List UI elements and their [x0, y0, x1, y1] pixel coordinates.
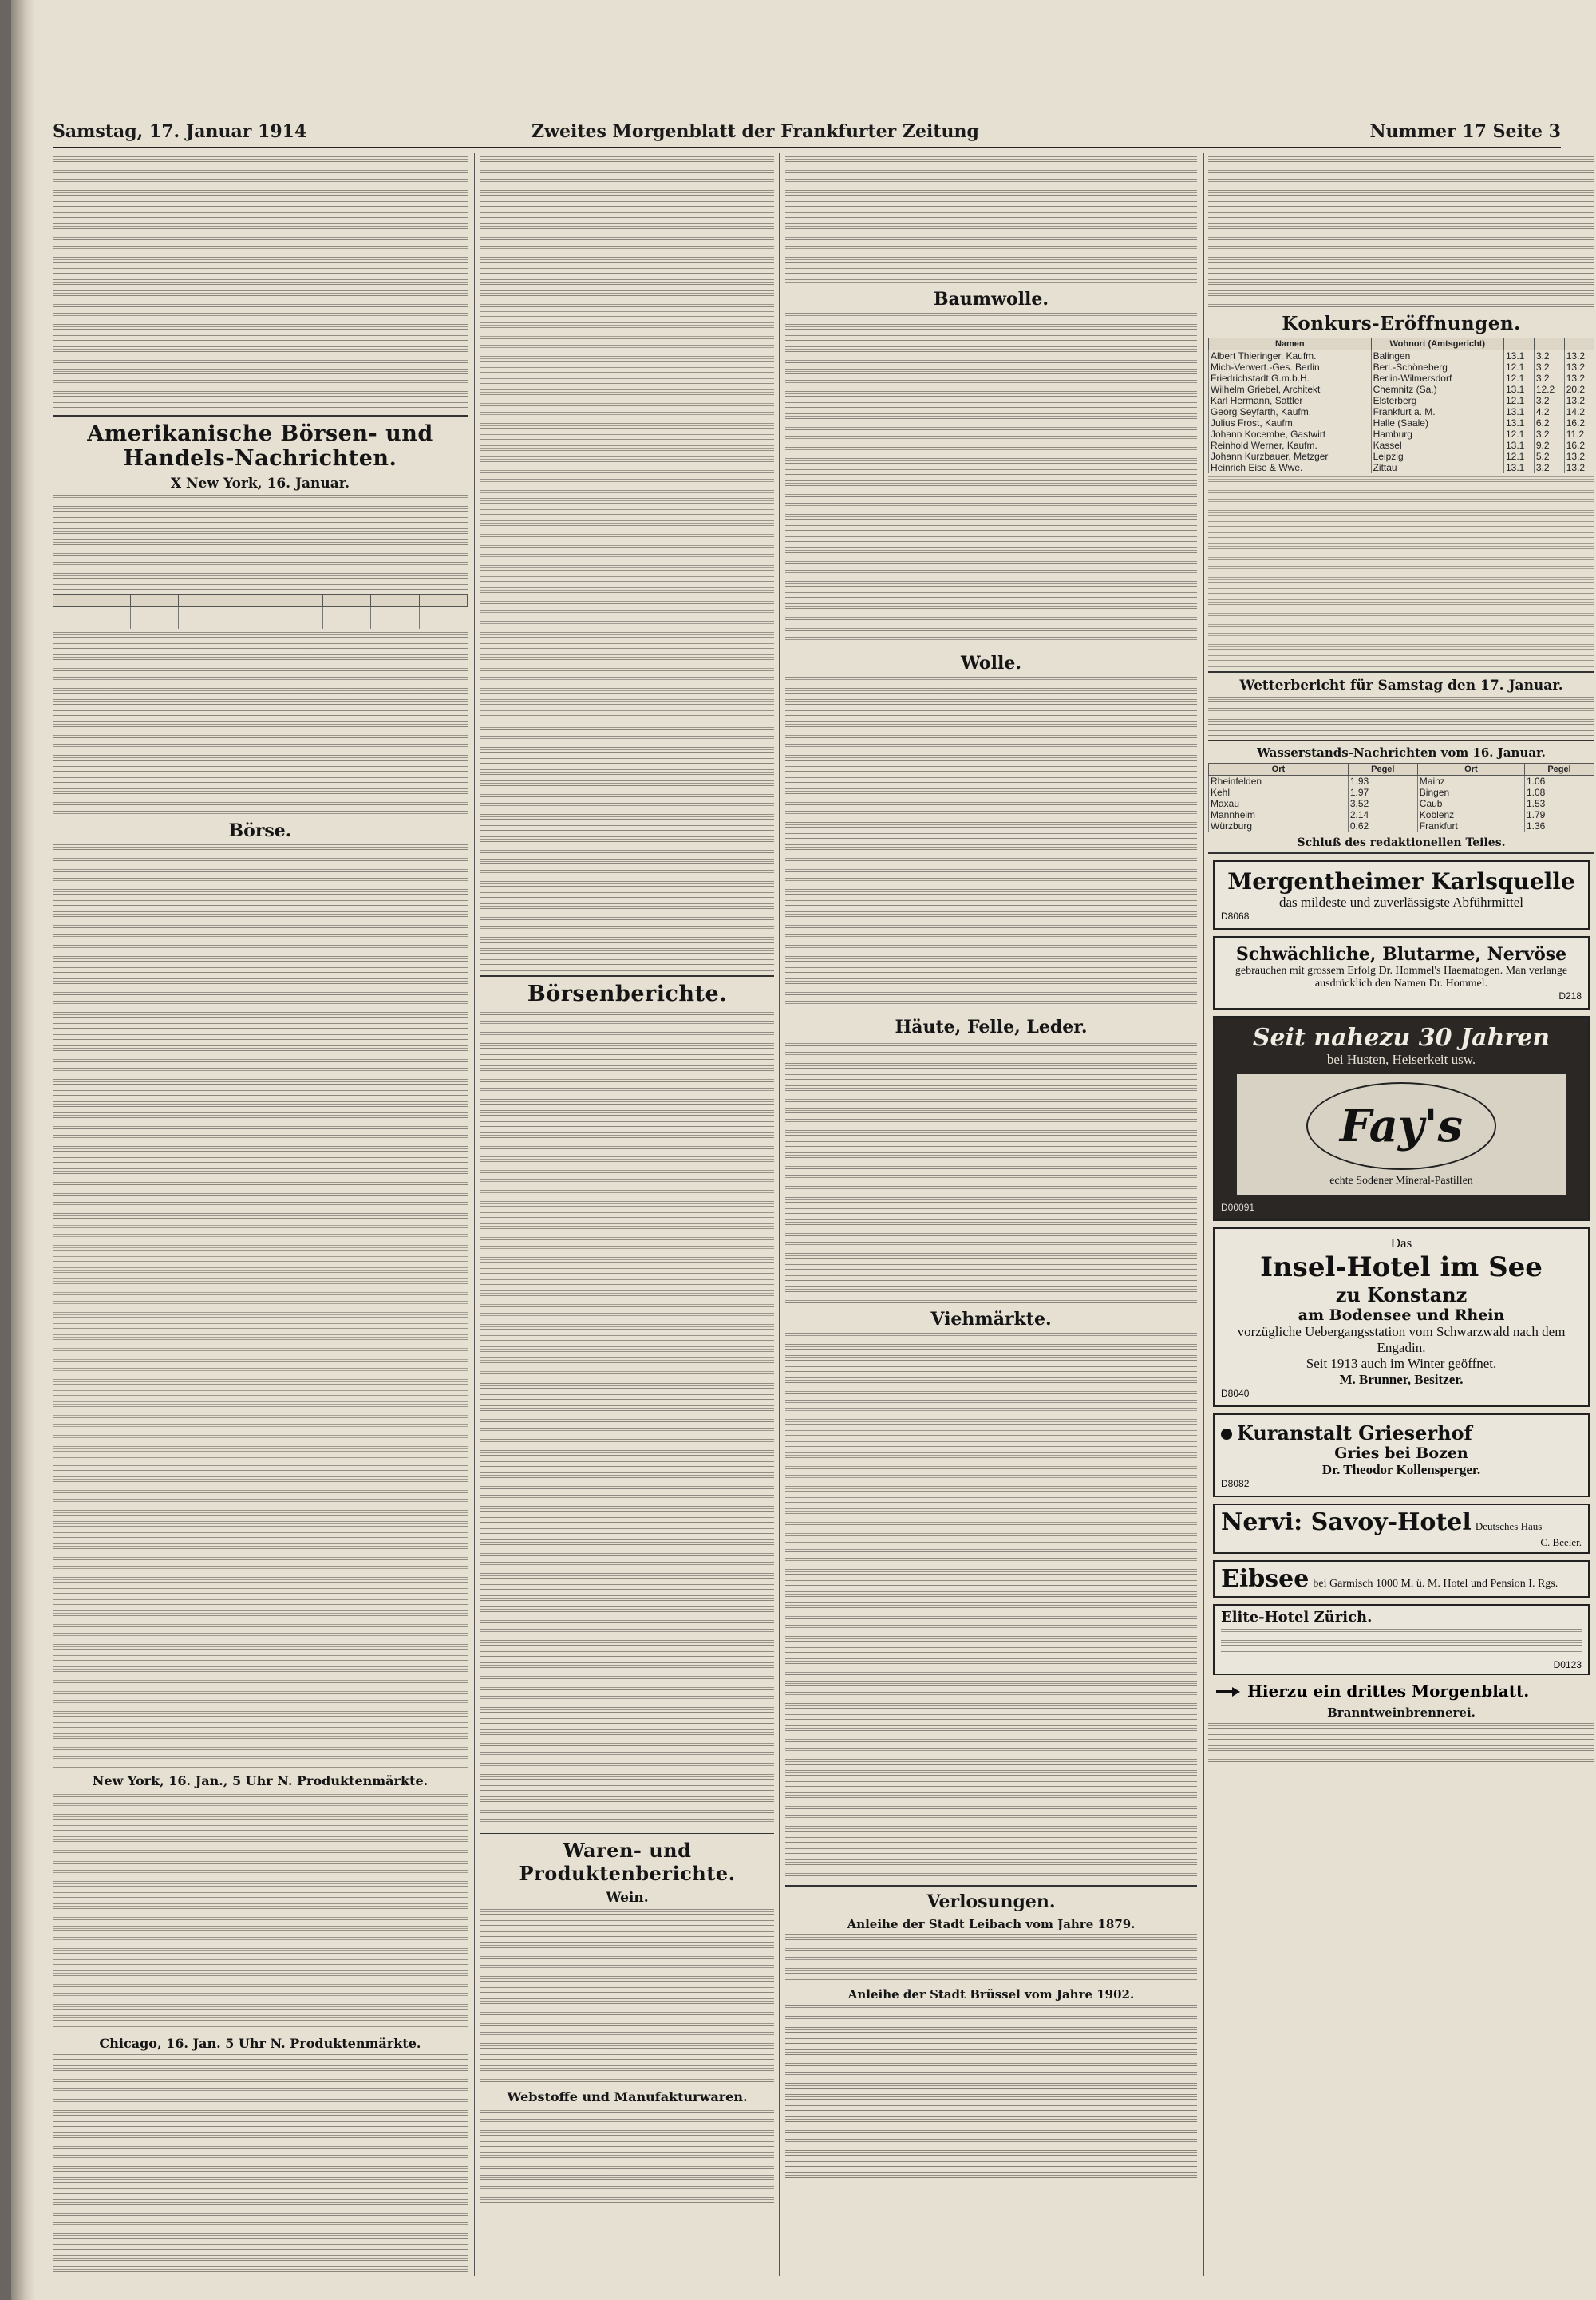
hand-pointer-icon: [1215, 1685, 1242, 1699]
konkurs-cell: 13.2: [1564, 350, 1594, 362]
ad-schwaechliche: [1213, 936, 1590, 1010]
konkurs-col-header: Wohnort (Amtsgericht): [1371, 338, 1503, 350]
konkurs-row: [1209, 395, 1594, 406]
article-text-block: [785, 1934, 1197, 1982]
section-title-american: Amerikanische Börsen- und Handels-Nachrichten.: [87, 421, 433, 471]
livestock-table: [785, 1408, 1197, 1543]
stock-price-table: [53, 1465, 468, 1768]
konkurs-cell: Johann Kocembe, Gastwirt: [1209, 429, 1372, 440]
section-title-konkurs: Konkurs-Eröffnungen.: [1282, 313, 1521, 334]
wasserstand-row: [1209, 798, 1594, 809]
ad-fays-product: echte Sodener Mineral-Pastillen: [1329, 1174, 1473, 1187]
section-title-boersenberichte: Börsenberichte.: [527, 981, 728, 1006]
konkurs-cell: Balingen: [1371, 350, 1503, 362]
konkurs-row: [1209, 384, 1594, 395]
column-4: [1208, 153, 1594, 2276]
wasserstand-col-header: Pegel: [1525, 764, 1594, 776]
konkurs-cell: 9.2: [1534, 440, 1564, 451]
article-text-block: [53, 2054, 468, 2276]
konkurs-table: [1208, 338, 1594, 473]
konkurs-cell: Johann Kurzbauer, Metzger: [1209, 451, 1372, 462]
konkurs-cell: 13.2: [1564, 462, 1594, 473]
wasserstand-cell: 1.08: [1525, 787, 1594, 798]
ad-code: D8068: [1221, 910, 1250, 922]
wasserstand-cell: Maxau: [1209, 798, 1349, 809]
column-1: [53, 153, 468, 2276]
konkurs-col-header: [1564, 338, 1594, 350]
page-header: [53, 120, 1561, 148]
article-text-block: [53, 844, 468, 1219]
article-text-block: [785, 313, 1197, 648]
wasserstand-cell: 1.79: [1525, 809, 1594, 820]
wasserstand-cell: 1.06: [1525, 776, 1594, 788]
column-rule: [474, 153, 475, 2276]
ad-insel-hotel: [1213, 1227, 1590, 1407]
konkurs-table-continued: [1208, 476, 1594, 668]
wasserstand-cell: 0.62: [1348, 820, 1417, 832]
konkurs-cell: 3.2: [1534, 362, 1564, 373]
konkurs-cell: 3.2: [1534, 429, 1564, 440]
article-text-block: [480, 1909, 774, 2085]
konkurs-cell: 14.2: [1564, 406, 1594, 417]
ad-fays: [1213, 1016, 1590, 1221]
konkurs-row: [1209, 429, 1594, 440]
wasserstand-cell: Würzburg: [1209, 820, 1349, 832]
konkurs-cell: 13.1: [1504, 406, 1535, 417]
konkurs-cell: Julius Frost, Kaufm.: [1209, 417, 1372, 429]
stock-price-table: [53, 1223, 468, 1462]
article-text-block: [785, 1547, 1197, 1882]
section-title-haeute: Häute, Felle, Leder.: [895, 1017, 1088, 1037]
ad-insel-title: Insel-Hotel im See: [1260, 1251, 1543, 1283]
article-text-block: [53, 156, 468, 412]
wasserstand-cell: Mainz: [1417, 776, 1524, 788]
section-title-viehmaerkte: Viehmärkte.: [930, 1309, 1052, 1330]
konkurs-cell: Reinhold Werner, Kaufm.: [1209, 440, 1372, 451]
section-title-waren: Waren- und Produktenberichte.: [519, 1839, 736, 1886]
konkurs-cell: Wilhelm Griebel, Architekt: [1209, 384, 1372, 395]
ad-eibsee: [1213, 1560, 1590, 1598]
konkurs-row: [1209, 406, 1594, 417]
market-quotes-table: [480, 311, 774, 495]
konkurs-row: [1209, 362, 1594, 373]
section-title-webstoffe: Webstoffe und Manufakturwaren.: [507, 2089, 748, 2105]
konkurs-cell: 13.2: [1564, 395, 1594, 406]
ad-nervi-title: Nervi: Savoy-Hotel: [1221, 1508, 1472, 1536]
brandwein-heading: Branntweinbrennerei.: [1327, 1705, 1476, 1720]
wasserstand-row: [1209, 787, 1594, 798]
verlosung-title-1: Anleihe der Stadt Leibach vom Jahre 1879.: [847, 1916, 1136, 1931]
wasserstand-cell: 1.93: [1348, 776, 1417, 788]
ad-karlsquelle: [1213, 860, 1590, 930]
wasserstand-col-header: Ort: [1209, 764, 1349, 776]
article-text-block: [53, 632, 468, 816]
ad-nervi-right: Deutsches Haus: [1475, 1520, 1543, 1532]
section-title-chicago: Chicago, 16. Jan. 5 Uhr N. Produktenmärkte.: [99, 2035, 421, 2051]
konkurs-cell: 3.2: [1534, 373, 1564, 384]
ad-code: D8082: [1221, 1477, 1250, 1489]
konkurs-cell: Karl Hermann, Sattler: [1209, 395, 1372, 406]
section-title-wolle: Wolle.: [961, 653, 1021, 674]
wasserstand-cell: Mannheim: [1209, 809, 1349, 820]
konkurs-cell: 13.1: [1504, 384, 1535, 395]
konkurs-cell: Kassel: [1371, 440, 1503, 451]
konkurs-cell: Heinrich Eise & Wwe.: [1209, 462, 1372, 473]
konkurs-cell: Albert Thieringer, Kaufm.: [1209, 350, 1372, 362]
ad-code: D00091: [1221, 1201, 1255, 1213]
konkurs-col-header: [1534, 338, 1564, 350]
page-spine: [11, 0, 35, 2300]
lottery-numbers-block: [1208, 156, 1594, 308]
section-title-ny-produkt: New York, 16. Jan., 5 Uhr N. Produktenmärkte.: [92, 1772, 429, 1788]
wasserstand-cell: 1.97: [1348, 787, 1417, 798]
konkurs-cell: 11.2: [1564, 429, 1594, 440]
wasserstand-cell: Koblenz: [1417, 809, 1524, 820]
article-text-block: [53, 495, 468, 591]
wasserstand-cell: 2.14: [1348, 809, 1417, 820]
konkurs-cell: Berl.-Schöneberg: [1371, 362, 1503, 373]
konkurs-cell: Leipzig: [1371, 451, 1503, 462]
classified-text: [1208, 1723, 1594, 1763]
footer-note: Hierzu ein drittes Morgenblatt.: [1246, 1681, 1530, 1701]
konkurs-cell: 6.2: [1534, 417, 1564, 429]
ad-gries-title: Kuranstalt Grieserhof: [1237, 1421, 1472, 1444]
column-3: [785, 153, 1197, 2276]
article-text-block: [785, 1041, 1197, 1304]
konkurs-cell: 12.1: [1504, 373, 1535, 384]
konkurs-row: [1209, 417, 1594, 429]
american-dateline: X New York, 16. Januar.: [170, 475, 350, 492]
wasserstand-table: [1208, 763, 1594, 832]
konkurs-cell: 13.1: [1504, 350, 1535, 362]
wasserstand-row: [1209, 776, 1594, 788]
ad-insel-city: zu Konstanz: [1335, 1282, 1468, 1306]
wasserstand-cell: Caub: [1417, 798, 1524, 809]
wasserstand-cell: 1.53: [1525, 798, 1594, 809]
konkurs-cell: 3.2: [1534, 350, 1564, 362]
section-title-borse: Börse.: [228, 820, 292, 841]
ad-grieserhof: [1213, 1413, 1590, 1497]
konkurs-cell: 13.2: [1564, 373, 1594, 384]
ad-gries-sub: Gries bei Bozen: [1334, 1444, 1468, 1462]
konkurs-cell: Georg Seyfarth, Kaufm.: [1209, 406, 1372, 417]
ad-eibsee-title: Eibsee: [1221, 1564, 1310, 1593]
wasserstand-cell: Kehl: [1209, 787, 1349, 798]
ad-insel-pre: Das: [1390, 1235, 1412, 1251]
konkurs-row: [1209, 451, 1594, 462]
konkurs-cell: 4.2: [1534, 406, 1564, 417]
ad-schwaechliche-text: gebrauchen mit grossem Erfolg Dr. Hommel's Haematogen. Man verlange ausdrücklich den Namen Dr. Hommel.: [1235, 964, 1568, 990]
konkurs-row: [1209, 440, 1594, 451]
article-text-block: [480, 156, 774, 308]
cotton-quotes-table: [480, 498, 774, 721]
header-date: Samstag, 17. Januar 1914: [53, 121, 307, 142]
konkurs-cell: Mich-Verwert.-Ges. Berlin: [1209, 362, 1372, 373]
commodity-price-table: [53, 1792, 468, 2031]
section-title-wein: Wein.: [606, 1890, 649, 1907]
ad-nervi-owner: C. Beeler.: [1540, 1535, 1582, 1548]
ad-gries-doctor: Dr. Theodor Kollensperger.: [1321, 1461, 1481, 1477]
konkurs-cell: 20.2: [1564, 384, 1594, 395]
ad-insel-note: Seit 1913 auch im Winter geöffnet.: [1306, 1355, 1497, 1371]
ad-eibsee-text: bei Garmisch 1000 M. ü. M. Hotel und Pension I. Rgs.: [1313, 1577, 1558, 1590]
weather-text: [1208, 697, 1594, 737]
ad-fays-box: [1237, 1074, 1566, 1195]
column-2: [480, 153, 774, 2276]
ad-fays-banner: Seit nahezu 30 Jahren: [1252, 1023, 1551, 1052]
ad-elite-text: [1221, 1629, 1582, 1656]
ad-elite-title: Elite-Hotel Zürich.: [1221, 1608, 1373, 1626]
konkurs-cell: Halle (Saale): [1371, 417, 1503, 429]
konkurs-cell: 12.1: [1504, 429, 1535, 440]
konkurs-cell: 3.2: [1534, 462, 1564, 473]
article-text-block: [480, 1010, 774, 1153]
section-title-verlosungen: Verlosungen.: [926, 1891, 1056, 1912]
konkurs-cell: 13.1: [1504, 440, 1535, 451]
konkurs-cell: Elsterberg: [1371, 395, 1503, 406]
article-text-block: [785, 1333, 1197, 1405]
wasserstand-row: [1209, 809, 1594, 820]
lottery-numbers-block: [785, 2005, 1197, 2180]
wasserstand-cell: Bingen: [1417, 787, 1524, 798]
ad-karlsquelle-title: Mergentheimer Karlsquelle: [1227, 867, 1575, 895]
ad-insel-owner: M. Brunner, Besitzer.: [1339, 1371, 1464, 1387]
ad-code: D218: [1558, 990, 1582, 1002]
ad-insel-text: vorzügliche Uebergangsstation vom Schwarzwald nach dem Engadin.: [1237, 1323, 1566, 1355]
header-title: Zweites Morgenblatt der Frankfurter Zeitung: [531, 121, 979, 142]
article-text-block: [480, 725, 774, 972]
konkurs-cell: 13.2: [1564, 362, 1594, 373]
konkurs-cell: 12.2: [1534, 384, 1564, 395]
ad-karlsquelle-sub: das mildeste und zuverlässigste Abführmittel: [1279, 894, 1523, 910]
konkurs-cell: Friedrichstadt G.m.b.H.: [1209, 373, 1372, 384]
newspaper-page: [11, 0, 1596, 2300]
column-rule: [779, 153, 780, 2276]
konkurs-cell: 13.1: [1504, 462, 1535, 473]
konkurs-row: [1209, 462, 1594, 473]
konkurs-cell: Chemnitz (Sa.): [1371, 384, 1503, 395]
ad-code: D8040: [1221, 1387, 1250, 1399]
article-text-block: [480, 1383, 774, 1830]
bullet-icon: [1221, 1429, 1232, 1440]
ad-fays-brand: Fay's: [1306, 1082, 1496, 1170]
section-end-marker: Schluß des redaktionellen Teiles.: [1297, 836, 1506, 850]
konkurs-cell: 16.2: [1564, 417, 1594, 429]
konkurs-cell: Berlin-Wilmersdorf: [1371, 373, 1503, 384]
konkurs-cell: 3.2: [1534, 395, 1564, 406]
ad-nervi: [1213, 1504, 1590, 1554]
section-title-wetter: Wetterbericht für Samstag den 17. Januar.: [1239, 677, 1563, 694]
konkurs-cell: Hamburg: [1371, 429, 1503, 440]
wasserstand-cell: 1.36: [1525, 820, 1594, 832]
article-text-block: [785, 156, 1197, 284]
konkurs-col-header: Namen: [1209, 338, 1372, 350]
mining-shares-table: [480, 1156, 774, 1380]
konkurs-cell: 16.2: [1564, 440, 1594, 451]
wasserstand-cell: Frankfurt: [1417, 820, 1524, 832]
wasserstand-col-header: Ort: [1417, 764, 1524, 776]
ad-fays-sub: bei Husten, Heiserkeit usw.: [1326, 1051, 1476, 1067]
ad-schwaechliche-title: Schwächliche, Blutarme, Nervöse: [1235, 943, 1567, 965]
article-text-block: [480, 2108, 774, 2203]
konkurs-cell: Zittau: [1371, 462, 1503, 473]
konkurs-col-header: [1504, 338, 1535, 350]
konkurs-cell: 12.1: [1504, 395, 1535, 406]
konkurs-cell: 13.1: [1504, 417, 1535, 429]
konkurs-row: [1209, 350, 1594, 362]
column-rule: [1203, 153, 1204, 2276]
article-text-block: [785, 677, 1197, 1012]
konkurs-cell: 12.1: [1504, 451, 1535, 462]
wasserstand-cell: 3.52: [1348, 798, 1417, 809]
wasserstand-col-header: Pegel: [1348, 764, 1417, 776]
header-page-number: Nummer 17 Seite 3: [1369, 121, 1561, 142]
konkurs-cell: Frankfurt a. M.: [1371, 406, 1503, 417]
konkurs-row: [1209, 373, 1594, 384]
ad-elite: [1213, 1604, 1590, 1675]
steel-statistics-table: [53, 594, 468, 629]
konkurs-cell: 13.2: [1564, 451, 1594, 462]
konkurs-cell: 12.1: [1504, 362, 1535, 373]
ad-code: D0123: [1553, 1658, 1582, 1670]
konkurs-cell: 5.2: [1534, 451, 1564, 462]
wasserstand-row: [1209, 820, 1594, 832]
verlosung-title-2: Anleihe der Stadt Brüssel vom Jahre 1902.: [847, 1986, 1135, 2002]
wasserstand-cell: Rheinfelden: [1209, 776, 1349, 788]
section-title-baumwolle: Baumwolle.: [933, 289, 1049, 310]
section-title-wasserstand: Wasserstands-Nachrichten vom 16. Januar.: [1257, 745, 1546, 761]
ad-insel-lake: am Bodensee und Rhein: [1298, 1306, 1505, 1324]
